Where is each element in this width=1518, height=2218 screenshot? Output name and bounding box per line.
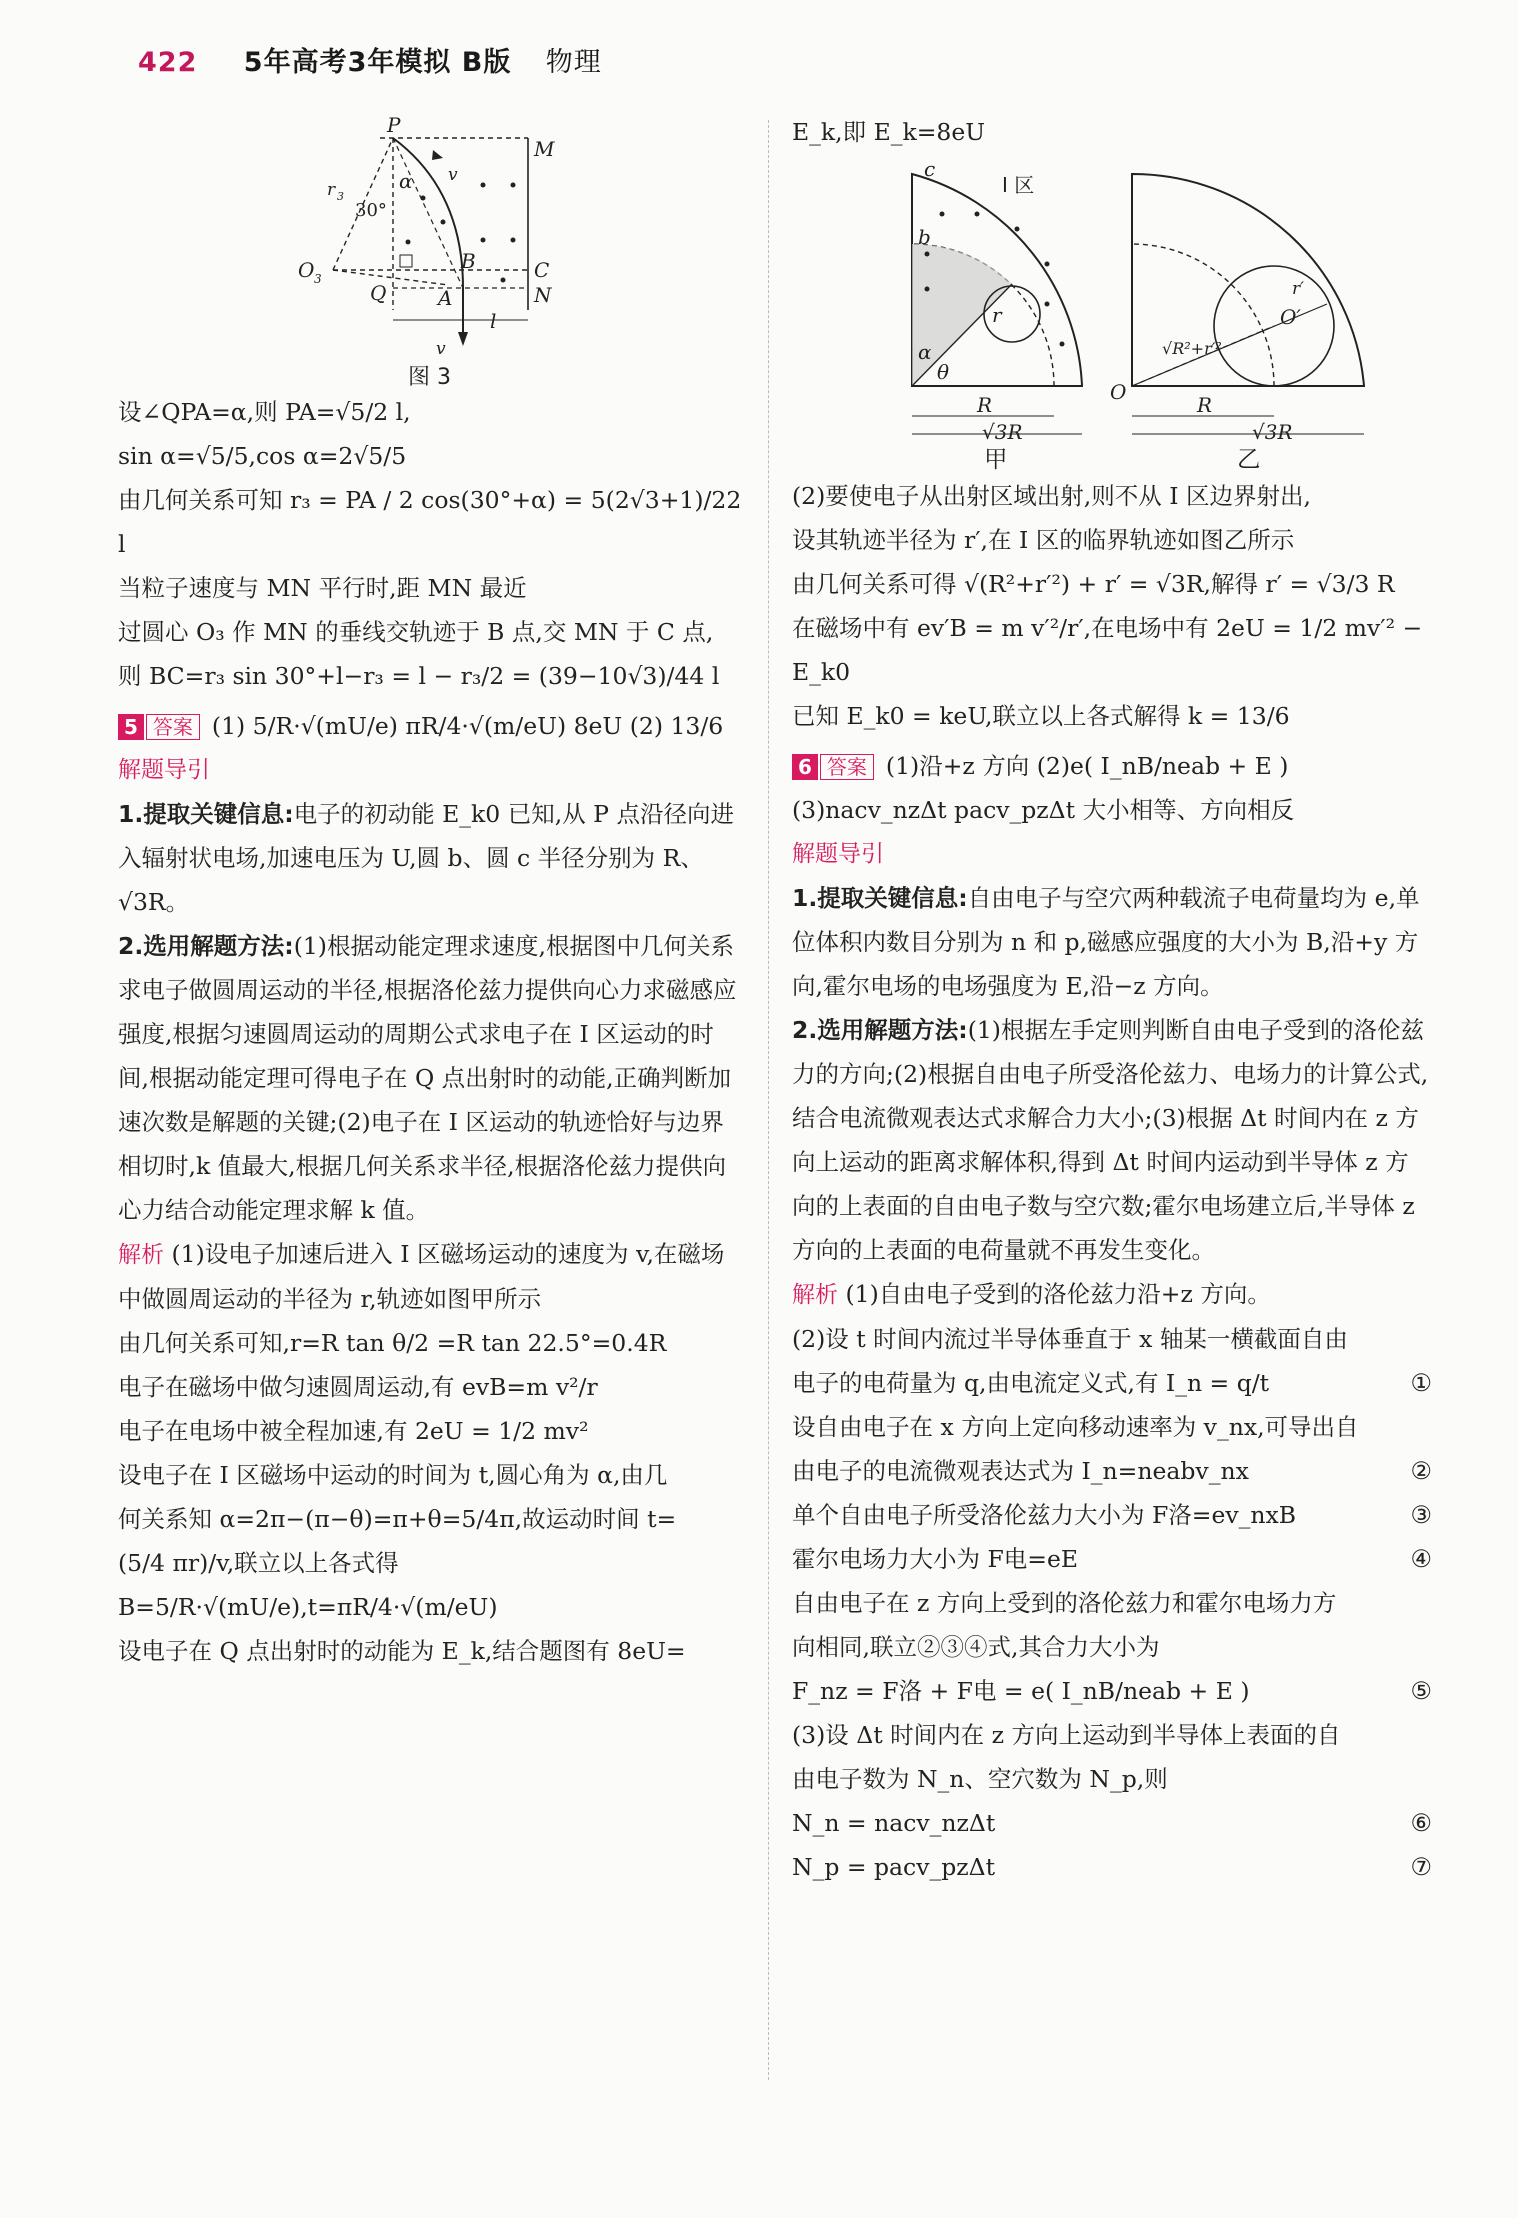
fig3-label-alpha: α xyxy=(399,169,413,193)
fig3-label-v: v xyxy=(448,165,458,185)
left-line-4: 当粒子速度与 MN 平行时,距 MN 最近 xyxy=(118,574,527,602)
eq3-row xyxy=(792,1493,1432,1537)
q5-guide-2-head: 2.选用解题方法: xyxy=(118,932,294,960)
fig3-label-Q: Q xyxy=(370,281,387,305)
fig3-label-r3-sub: 3 xyxy=(337,190,344,203)
eq5-row xyxy=(792,1669,1432,1713)
eq1-number: ① xyxy=(1410,1369,1432,1397)
fig3-label-l: l xyxy=(490,309,497,333)
fig3-caption: 图 3 xyxy=(408,365,451,390)
eq5: F_nz = F洛 + F电 = e( I_nB/neab + E ) xyxy=(792,1677,1250,1705)
fig3-label-r3: r xyxy=(327,180,336,200)
part2-line-1: (2)要使电子从出射区域出射,则不从 Ⅰ 区边界射出, xyxy=(792,482,1311,510)
fig3-label-O3-sub: 3 xyxy=(314,272,322,286)
eq5-pre-2: 向相同,联立②③④式,其合力大小为 xyxy=(792,1633,1160,1661)
fig-captions xyxy=(792,444,1432,474)
q6-analysis-2a: (2)设 t 时间内流过半导体垂直于 x 轴某一横截面自由 xyxy=(792,1325,1348,1353)
jia-label-r: r xyxy=(992,303,1002,327)
q6-guide-1-body: 自由电子与空穴两种载流子电荷量均为 e,单位体积内数目分别为 n 和 p,磁感应强度的大小为 B,沿+y 方向,霍尔电场的电场强度为 E,沿−z 方向。 xyxy=(792,884,1420,1000)
q5-analysis-1 xyxy=(118,1232,743,1321)
eq2-number: ② xyxy=(1410,1457,1432,1485)
eq2-row xyxy=(792,1449,1432,1493)
q6-answer-line-1: (1)沿+z 方向 (2)e( I_nB/neab + E ) xyxy=(885,752,1289,780)
left-line-1: 设∠QPA=α,则 PA=√5/2 l, xyxy=(118,398,411,426)
jia-label-alpha: α xyxy=(918,340,932,364)
part3-line-1: (3)设 Δt 时间内在 z 方向上运动到半导体上表面的自 xyxy=(792,1721,1341,1749)
yi-label-R: R xyxy=(1197,393,1213,417)
part2-line-2: 设其轨迹半径为 r′,在 Ⅰ 区的临界轨迹如图乙所示 xyxy=(792,526,1295,554)
fig3-label-A: A xyxy=(438,286,453,310)
q5-answer: (1) 5/R·√(mU/e) πR/4·√(m/eU) 8eU (2) 13/6 xyxy=(211,712,724,740)
column-divider xyxy=(768,120,769,2080)
jia-label-sqrt3R: √3R xyxy=(982,420,1023,444)
figure-3 xyxy=(118,110,743,390)
yi-label-Oprime: O′ xyxy=(1280,305,1301,329)
left-line-5: 过圆心 O₃ 作 MN 的垂线交轨迹于 B 点,交 MN 于 C 点, xyxy=(118,618,714,646)
left-line-6: 则 BC=r₃ sin 30°+l−r₃ = l − r₃/2 = (39−10√3)/44 l xyxy=(118,662,720,690)
yi-caption: 乙 xyxy=(1237,445,1261,473)
book-title: 5年高考3年模拟 B版 xyxy=(243,47,512,78)
q6-answer-line-2: (3)nacv_nzΔt pacv_pzΔt 大小相等、方向相反 xyxy=(792,796,1295,824)
q5-guide-2 xyxy=(118,924,743,1232)
right-first-line: E_k,即 E_k=8eU xyxy=(792,118,986,146)
q5-analysis-line-5: 何关系知 α=2π−(π−θ)=π+θ=5/4π,故运动时间 t= xyxy=(118,1505,677,1533)
jia-label-theta: θ xyxy=(937,360,950,384)
q5-guide-1-body: 电子的初动能 E_k0 已知,从 P 点沿径向进入辐射状电场,加速电压为 U,圆 b、圆 c 半径分别为 R、√3R。 xyxy=(118,800,734,916)
q5-analysis-line-7: 设电子在 Q 点出射时的动能为 E_k,结合题图有 8eU= xyxy=(118,1637,686,1665)
q5-analysis-line-4: 设电子在 Ⅰ 区磁场中运动的时间为 t,圆心角为 α,由几 xyxy=(118,1461,668,1489)
q5-analysis-line-6: (5/4 πr)/v,联立以上各式得 B=5/R·√(mU/e),t=πR/4·√(m/eU) xyxy=(118,1549,498,1621)
part2-line-5: 已知 E_k0 = keU,联立以上各式解得 k = 13/6 xyxy=(792,702,1290,730)
q5-number: 5 xyxy=(118,714,144,740)
fig3-label-O3: O xyxy=(298,258,315,282)
fig3-label-M: M xyxy=(534,137,555,161)
left-column xyxy=(118,110,743,1673)
eq4-number: ④ xyxy=(1410,1545,1432,1573)
eq6-number: ⑥ xyxy=(1410,1809,1432,1837)
left-line-3: 由几何关系可知 r₃ = PA / 2 cos(30°+α) = 5(2√3+1)/22 l xyxy=(118,486,742,558)
part2-line-3: 由几何关系可得 √(R²+r′²) + r′ = √3R,解得 r′ = √3/3 R xyxy=(792,570,1395,598)
q5-answer-label: 答案 xyxy=(146,714,200,740)
eq4-row xyxy=(792,1537,1432,1581)
eq6-row xyxy=(792,1801,1432,1845)
q5-analysis-line-1: 由几何关系可知,r=R tan θ/2 =R tan 22.5°=0.4R xyxy=(118,1329,667,1357)
fig3-label-C: C xyxy=(534,258,550,282)
eq6: N_n = nacv_nzΔt xyxy=(792,1809,996,1837)
q5-guide-title: 解题导引 xyxy=(118,757,210,783)
part2-line-4: 在磁场中有 ev′B = m v′²/r′,在电场中有 2eU = 1/2 mv′² − E_k0 xyxy=(792,614,1423,686)
q5-analysis-first: (1)设电子加速后进入 Ⅰ 区磁场运动的速度为 v,在磁场中做圆周运动的半径为 r,轨迹如图甲所示 xyxy=(118,1240,725,1313)
jia-label-b: b xyxy=(918,225,931,249)
eq3-number: ③ xyxy=(1410,1501,1432,1529)
jia-label-R: R xyxy=(977,393,993,417)
q6-analysis-label: 解析 xyxy=(792,1282,838,1308)
eq7-row xyxy=(792,1845,1432,1889)
yi-label-sqrt3R: √3R xyxy=(1252,420,1293,444)
yi-label-rprime: r′ xyxy=(1292,279,1304,299)
q5-guide-1 xyxy=(118,792,743,924)
eq1: 电子的电荷量为 q,由电流定义式,有 I_n = q/t xyxy=(792,1369,1270,1397)
fig3-label-v2: v xyxy=(436,339,446,359)
eq1-row xyxy=(792,1361,1432,1405)
q5-guide-2-body: (1)根据动能定理求速度,根据图中几何关系求电子做圆周运动的半径,根据洛伦兹力提供向心力求磁感应强度,根据匀速圆周运动的周期公式求电子在 Ⅰ 区运动的时间,根据动能定理可得电子在 Q 点出射时的动能,正确判断加速次数是解题的关键;(2)电子在 Ⅰ 区运动的轨迹恰好与边界相切时,k 值最大,根据几何关系求半径,根据洛伦兹力提供向心力结合动能定理求解 k 值。 xyxy=(118,932,737,1224)
jia-label-c: c xyxy=(924,157,936,181)
eq7: N_p = pacv_pzΔt xyxy=(792,1853,996,1881)
q6-guide-1-head: 1.提取关键信息: xyxy=(792,884,968,912)
eq5-pre-1: 自由电子在 z 方向上受到的洛伦兹力和霍尔电场力方 xyxy=(792,1589,1337,1617)
yi-label-O: O xyxy=(1110,380,1127,404)
q6-analysis-first: (1)自由电子受到的洛伦兹力沿+z 方向。 xyxy=(845,1280,1271,1308)
eq2-pre: 设自由电子在 x 方向上定向移动速率为 v_nx,可导出自 xyxy=(792,1413,1359,1441)
jia-caption: 甲 xyxy=(984,445,1008,473)
fig3-label-P: P xyxy=(387,113,401,137)
eq4: 霍尔电场力大小为 F电=eE xyxy=(792,1545,1079,1573)
q6-guide-2-head: 2.选用解题方法: xyxy=(792,1016,968,1044)
subject: 物理 xyxy=(545,47,602,78)
q6-analysis-1 xyxy=(792,1272,1432,1317)
q5-analysis-label: 解析 xyxy=(118,1242,164,1268)
eq7-number: ⑦ xyxy=(1410,1853,1432,1881)
left-line-2: sin α=√5/5,cos α=2√5/5 xyxy=(118,442,407,470)
fig3-label-N: N xyxy=(534,283,552,307)
fig3-label-30: 30° xyxy=(355,200,387,221)
jia-zone-label: Ⅰ 区 xyxy=(1002,173,1035,197)
page-header xyxy=(138,40,602,79)
q6-number: 6 xyxy=(792,754,818,780)
fig3-label-B: B xyxy=(461,249,476,273)
right-column xyxy=(792,110,1432,1889)
eq3: 单个自由电子所受洛伦兹力大小为 F洛=ev_nxB xyxy=(792,1501,1297,1529)
yi-label-diag: √R²+r′² xyxy=(1162,339,1222,358)
q5-guide-1-head: 1.提取关键信息: xyxy=(118,800,294,828)
q6-guide-2-body: (1)根据左手定则判断自由电子受到的洛伦兹力的方向;(2)根据自由电子所受洛伦兹力、电场力的计算公式,结合电流微观表达式求解合力大小;(3)根据 Δt 时间内在 z 方向上运动的距离求解体积,得到 Δt 时间内运动到半导体 z 方向的上表面的自由电子数与空穴数;霍尔电场建立后,半导体 z 方向的上表面的电荷量就不再发生变化。 xyxy=(792,1016,1429,1264)
eq2: 由电子的电流微观表达式为 I_n=neabv_nx xyxy=(792,1457,1249,1485)
page-number: 422 xyxy=(138,47,198,78)
eq5-number: ⑤ xyxy=(1410,1677,1432,1705)
q6-answer-row xyxy=(792,744,1432,788)
q6-guide-2 xyxy=(792,1008,1432,1272)
figures-jia-yi xyxy=(792,154,1432,444)
q6-guide-1 xyxy=(792,876,1432,1008)
q6-guide-title: 解题导引 xyxy=(792,841,884,867)
part3-line-2: 由电子数为 N_n、空穴数为 N_p,则 xyxy=(792,1765,1168,1793)
q5-analysis-line-3: 电子在电场中被全程加速,有 2eU = 1/2 mv² xyxy=(118,1417,589,1445)
q6-answer-label: 答案 xyxy=(820,754,874,780)
q5-answer-row xyxy=(118,704,743,748)
q5-analysis-line-2: 电子在磁场中做匀速圆周运动,有 evB=m v²/r xyxy=(118,1373,598,1401)
